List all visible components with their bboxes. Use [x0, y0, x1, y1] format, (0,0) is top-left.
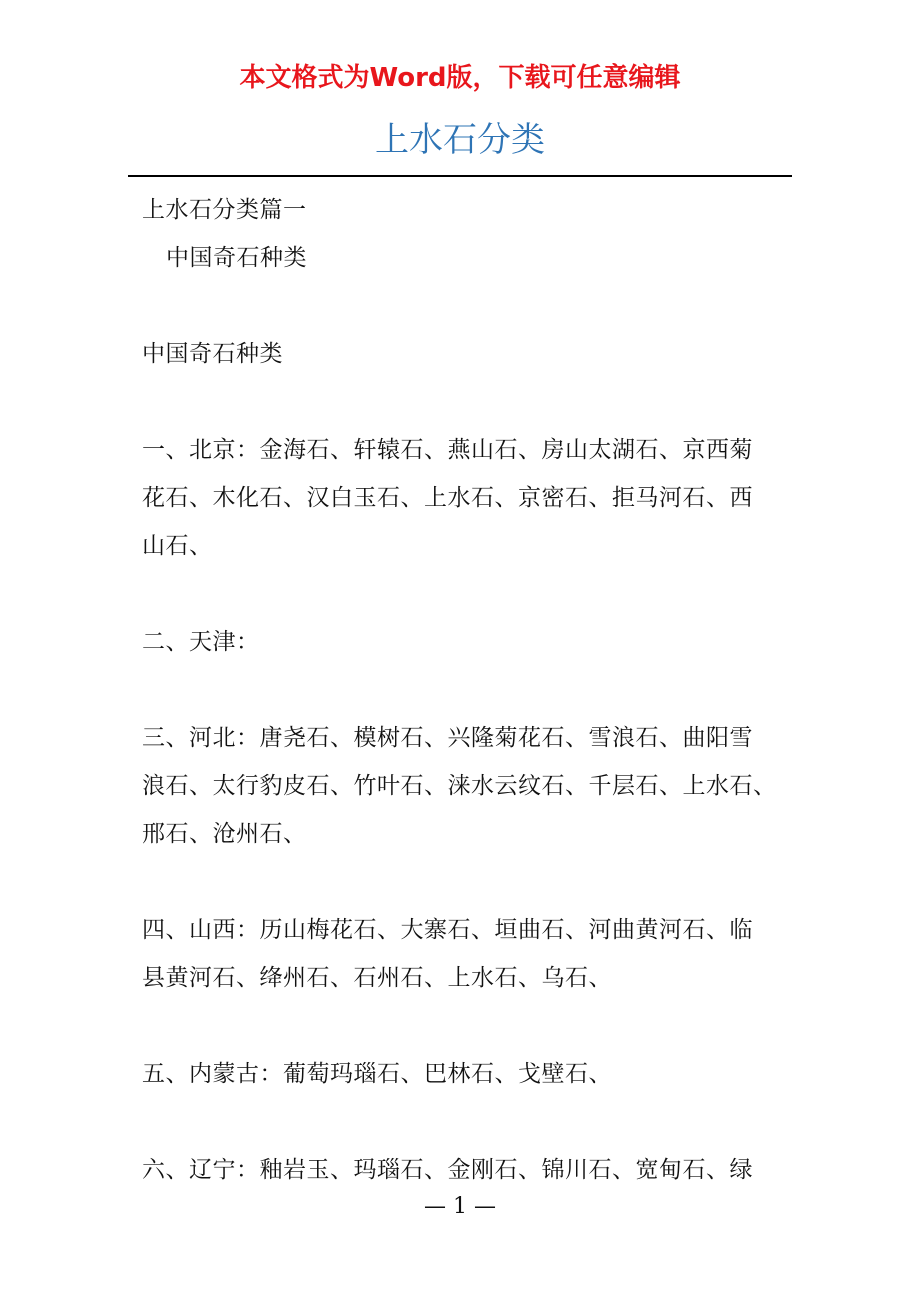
paragraph-liaoning: 六、辽宁：釉岩玉、玛瑙石、金刚石、锦川石、宽甸石、绿 [142, 1157, 753, 1183]
paragraph-neimenggu: 五、内蒙古：葡萄玛瑙石、巴林石、戈壁石、 [142, 1061, 612, 1087]
paragraph-beijing [142, 426, 782, 570]
blank-line [142, 1098, 782, 1146]
paragraph-line: 山石、 [142, 533, 213, 559]
paragraph-line: 邢石、沧州石、 [142, 821, 307, 847]
paragraph-line: 四、山西：历山梅花石、大寨石、垣曲石、河曲黄河石、临 [142, 917, 753, 943]
document-title: 上水石分类 [375, 120, 545, 160]
blank-line [142, 570, 782, 618]
document-body [142, 186, 782, 1194]
blank-line [142, 858, 782, 906]
paragraph-line: 三、河北：唐尧石、模树石、兴隆菊花石、雪浪石、曲阳雪 [142, 725, 753, 751]
paragraph-line: 一、北京：金海石、轩辕石、燕山石、房山太湖石、京西菊 [142, 437, 753, 463]
paragraph-hebei [142, 714, 782, 858]
paragraph-shanxi [142, 906, 782, 1002]
blank-line [142, 666, 782, 714]
subheading: 中国奇石种类 [166, 245, 307, 271]
blank-line [142, 282, 782, 330]
page-number: — 1 — [424, 1194, 496, 1219]
paragraph-line: 花石、木化石、汉白玉石、上水石、京密石、拒马河石、西 [142, 485, 753, 511]
paragraph-tianjin: 二、天津： [142, 629, 260, 655]
title-divider [128, 175, 792, 177]
format-banner: 本文格式为Word版，下载可任意编辑 [239, 63, 681, 93]
paragraph-line: 县黄河石、绛州石、石州石、上水石、乌石、 [142, 965, 612, 991]
section-heading: 上水石分类篇一 [142, 197, 307, 223]
heading-2: 中国奇石种类 [142, 341, 283, 367]
paragraph-line: 浪石、太行豹皮石、竹叶石、涞水云纹石、千层石、上水石、 [142, 773, 777, 799]
blank-line [142, 1002, 782, 1050]
blank-line [142, 378, 782, 426]
